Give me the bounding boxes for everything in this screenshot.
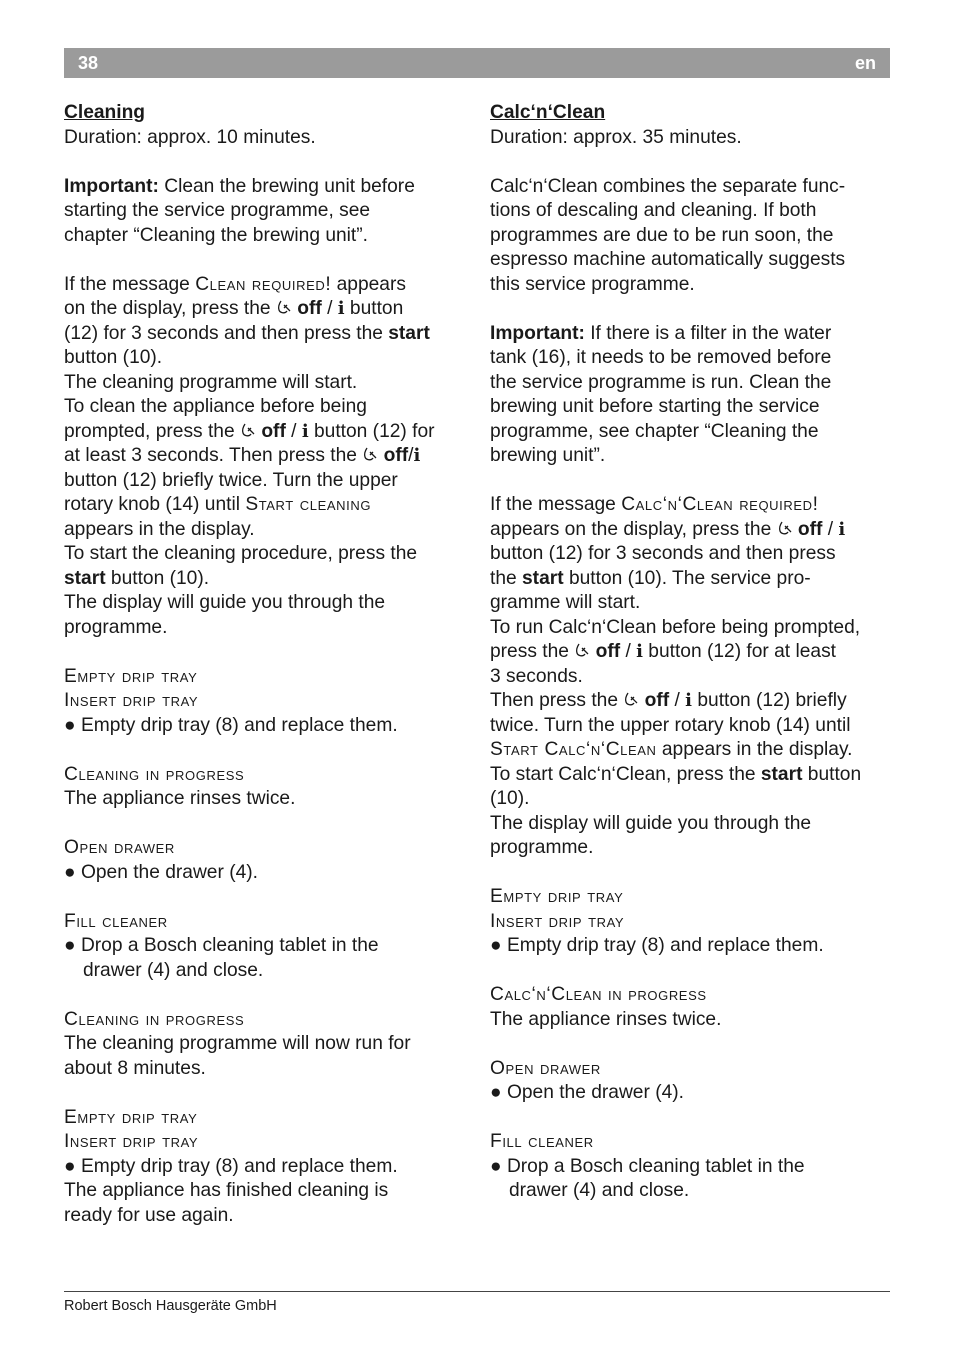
paragraph-line: press the off / i button (12) for at least — [490, 641, 836, 662]
list-item: ● Open the drawer (4). — [490, 1082, 684, 1103]
list-item: ● Empty drip tray (8) and replace them. — [64, 714, 398, 736]
page-number: 38 — [78, 53, 99, 73]
paragraph-line: To start Calc‘n‘Clean, press the start button — [490, 763, 862, 785]
display-message: Cleaning in progress — [64, 763, 245, 785]
paragraph-line: at least 3 seconds. Then press the off/i — [64, 445, 421, 466]
list-item: ● Drop a Bosch cleaning tablet in the — [490, 1155, 805, 1177]
paragraph-line: If the message Clean required! appears — [64, 273, 406, 295]
footer-divider — [64, 1291, 890, 1292]
display-message: Open drawer — [64, 837, 175, 858]
display-message: Fill cleaner — [490, 1131, 594, 1152]
info-icon: i — [337, 298, 345, 319]
list-item: ● Empty drip tray (8) and replace them. — [64, 1155, 398, 1177]
descale-icon — [240, 422, 256, 438]
display-message: Calc‘n‘Clean in progress — [490, 984, 707, 1005]
paragraph-line: on the display, press the off / i button — [64, 298, 404, 319]
list-item: ● Open the drawer (4). — [64, 861, 258, 883]
info-icon: i — [838, 518, 846, 540]
descale-icon — [623, 691, 639, 707]
info-icon: i — [413, 445, 421, 466]
display-message: Fill cleaner — [64, 910, 168, 932]
info-icon: i — [301, 420, 309, 442]
important-note: Important: Clean the brewing unit before — [64, 175, 415, 197]
paragraph-line: (12) for 3 seconds and then press the start — [64, 322, 430, 344]
section-title-cleaning: Cleaning — [64, 102, 146, 123]
display-message: Insert drip tray — [64, 690, 199, 711]
paragraph-line: If the message Calc‘n‘Clean required! — [490, 494, 819, 515]
display-message: Empty drip tray — [64, 1106, 198, 1128]
paragraph-line: Then press the off / i button (12) briefly — [490, 690, 847, 711]
duration-text: Duration: approx. 35 minutes. — [490, 126, 742, 148]
paragraph-line: Start Calc‘n‘Clean appears in the display. — [490, 739, 853, 760]
display-message: Empty drip tray — [490, 886, 624, 907]
paragraph-line: appears on the display, press the off / i — [490, 518, 846, 540]
paragraph-line: the start button (10). The service pro- — [490, 567, 811, 589]
descale-icon — [777, 520, 793, 536]
descale-icon — [362, 446, 378, 462]
language-code: en — [854, 53, 876, 73]
paragraph-line: rotary knob (14) until Start cleaning — [64, 494, 372, 515]
paragraph-line: prompted, press the off / i button (12) for — [64, 420, 435, 442]
left-column: Cleaning Duration: approx. 10 minutes. Important: Clean the brewing unit before starting the service programme, see chapter “Cleaning the brewing unit”. If the message Clean required! appears on the display, press the off / i button (12) for 3 seconds and then press the start button (10). The cleaning programme will start. To clean the appliance before being prompted, press the off / i button (12) for at least 3 seconds. Then press the off/i button (12) briefly twice. Turn the upper rotary knob (14) until Start cleaning appears in the display. To start the cleaning procedure, press the start button (10). The display will guide you through the programme. Empty drip tray Insert drip tray ● Empty drip tray (8) and replace them. Cleaning in progress The appliance rinses twice. Open drawer ● Open the drawer (4). Fill cleaner ● Drop a Bosch cleaning tablet in the drawer (4) and close. Cleaning in progress The cleaning programme will now run for about 8 minutes. Empty drip tray Insert drip tray ● Empty drip tray (8) and replace them. The appliance has finished cleaning is ready for use again. — [64, 101, 464, 1228]
display-message: Insert drip tray — [490, 910, 625, 932]
display-message: Empty drip tray — [64, 665, 198, 687]
section-title-calc-n-clean: Calc‘n‘Clean — [490, 102, 606, 123]
info-icon: i — [685, 690, 693, 711]
descale-icon — [574, 642, 590, 658]
paragraph-line: start button (10). — [64, 567, 210, 589]
display-message: Calc‘n‘Clean required! — [621, 494, 819, 515]
descale-icon — [276, 299, 292, 315]
list-item: ● Empty drip tray (8) and replace them. — [490, 935, 824, 956]
info-icon: i — [636, 641, 643, 662]
list-item: ● Drop a Bosch cleaning tablet in the — [64, 935, 379, 956]
footer-text: Robert Bosch Hausgeräte GmbH — [64, 1298, 277, 1314]
display-message: Start cleaning — [245, 494, 372, 515]
display-message: Cleaning in progress — [64, 1008, 245, 1030]
display-message: Clean required! — [195, 273, 332, 295]
page-header-bar — [64, 48, 890, 78]
display-message: Insert drip tray — [64, 1131, 199, 1152]
important-note: Important: If there is a filter in the water — [490, 322, 832, 344]
right-column: Calc‘n‘Clean Duration: approx. 35 minutes. Calc‘n‘Clean combines the separate func- tions of descaling and cleaning. If both programmes are due to be run soon, the espresso machine automatically suggests this service programme. Important: If there is a filter in the water tank (16), it needs to be removed before the service programme is run. Clean the brewing unit before starting the service programme, see chapter “Cleaning the brewing unit”. If the message Calc‘n‘Clean required! appears on the display, press the off / i button (12) for 3 seconds and then press the start button (10). The service pro- gramme will start. To run Calc‘n‘Clean before being prompted, press the off / i button (12) for at least 3 seconds. Then press the off / i button (12) briefly twice. Turn the upper rotary knob (14) until Start Calc‘n‘Clean appears in the display. To start Calc‘n‘Clean, press the start button (10). The display will guide you through the programme. Empty drip tray Insert drip tray ● Empty drip tray (8) and replace them. Calc‘n‘Clean in progress The appliance rinses twice. Open drawer ● Open the drawer (4). Fill cleaner ● Drop a Bosch cleaning tablet in the drawer (4) and close. — [490, 101, 890, 1204]
duration-text: Duration: approx. 10 minutes. — [64, 126, 316, 148]
display-message: Start Calc‘n‘Clean — [490, 739, 657, 760]
display-message: Open drawer — [490, 1057, 601, 1079]
